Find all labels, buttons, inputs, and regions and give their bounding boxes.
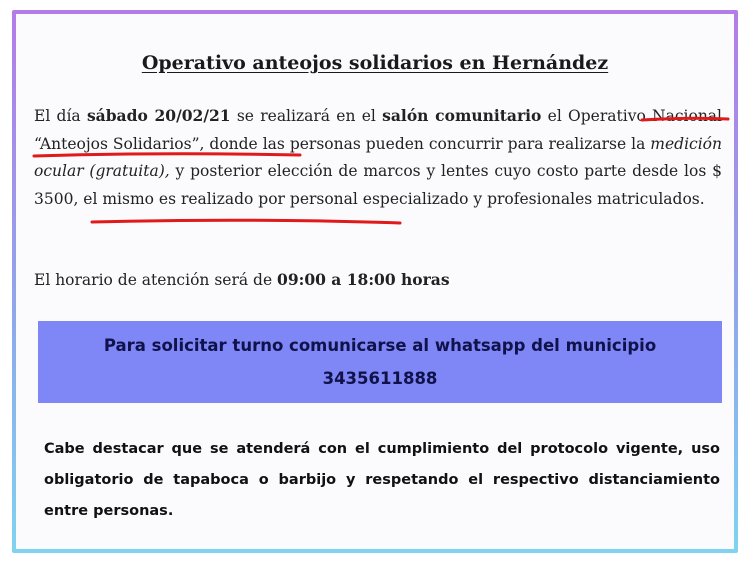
event-location: salón comunitario: [382, 106, 542, 125]
event-date: sábado 20/02/21: [86, 106, 231, 125]
paragraph-text: se realizará en el: [230, 107, 383, 125]
schedule-prefix: El horario de atención será de: [34, 271, 278, 289]
contact-banner: [38, 321, 722, 403]
eye-exam-note: medición ocular (gratuita),: [34, 134, 722, 180]
schedule-line: [34, 270, 450, 289]
paragraph-text: el Operativo Nacional “Anteojos Solidarios”, donde las personas pueden concurrir para realizarse la: [34, 107, 723, 153]
whatsapp-number: 3435611888: [322, 369, 438, 388]
paragraph-text: y posterior elección de marcos y lentes cuyo costo parte desde los $ 3500, el mismo es realizado por personal especializado y profesionales matriculados.: [34, 162, 722, 208]
paragraph-text: El día: [34, 107, 87, 125]
protocol-note: Cabe destacar que se atenderá con el cumplimiento del protocolo vigente, uso obligatorio de tapaboca o barbijo y respetando el respectivo distanciamiento entre personas.: [44, 441, 720, 519]
page-title: Operativo anteojos solidarios en Hernández: [141, 52, 609, 74]
document-frame: [12, 10, 738, 553]
contact-banner-text: Para solicitar turno comunicarse al whatsapp del municipio: [103, 336, 657, 355]
schedule-time: 09:00 a 18:00 horas: [277, 270, 450, 289]
announcement-paragraph: [34, 102, 722, 213]
